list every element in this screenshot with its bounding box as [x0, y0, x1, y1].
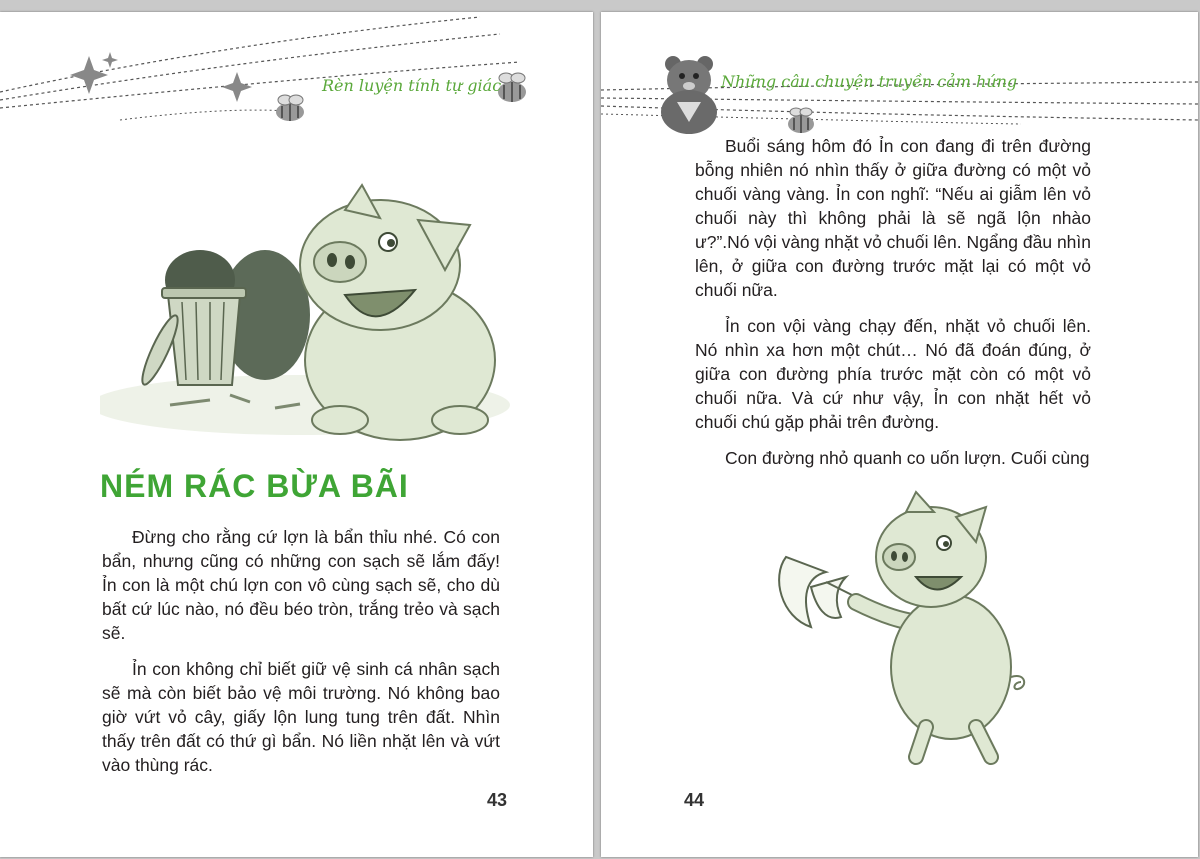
right-page: [601, 12, 1198, 857]
sparkle-icon: [222, 72, 252, 102]
header-decoration: [0, 12, 593, 142]
paragraph: Đừng cho rằng cứ lợn là bẩn thỉu nhé. Có con bẩn, nhưng cũng có những con sạch sẽ lắm đấy! Ỉn con là một chú lợn con vô cùng sạch sẽ, cho dù bất cứ lúc nào, nó đều béo tròn, trắng trẻo và sạch sẽ.: [102, 527, 500, 643]
bee-icon: [498, 73, 526, 102]
sparkle-icon: [102, 52, 118, 68]
paragraph: Ỉn con vội vàng chạy đến, nhặt vỏ chuối lên. Nó nhìn xa hơn một chút… Nó đã đoán đúng, ở giữa con đường phía trước mặt còn có một vỏ chuối nữa. Và cứ như vậy, Ỉn con nhặt hết vỏ chuối chú gặp phải trên đường.: [695, 316, 1091, 432]
bee-icon: [788, 108, 814, 133]
running-head: Rèn luyện tính tự giác: [322, 76, 502, 95]
body-text: [695, 134, 1091, 482]
sparkle-icon: [70, 56, 108, 94]
paragraph: Buổi sáng hôm đó Ỉn con đang đi trên đường bỗng nhiên nó nhìn thấy ở giữa đường có một vỏ chuối vàng vàng. Ỉn con nghĩ: “Nếu ai giẫm lên vỏ chuối này thì không phải là sẽ ngã lộn nhào ư?”.Nó vội vàng nhặt vỏ chuối lên. Ngẩng đầu nhìn lên, ở giữa con đường trước mặt lại có một vỏ chuối nữa.: [695, 136, 1092, 300]
paragraph: Ỉn con không chỉ biết giữ vệ sinh cá nhân sạch sẽ mà còn biết bảo vệ môi trường. Nó không bao giờ vứt vỏ cây, giấy lộn lung tung trên đất. Nhìn thấy trên đất có thứ gì bẩn. Nó liền nhặt lên và vứt vào thùng rác.: [102, 659, 500, 775]
left-page: [0, 12, 593, 857]
pig-trash-illustration: [100, 180, 520, 450]
bee-icon: [276, 95, 304, 121]
page-number: 44: [684, 790, 705, 810]
running-head: Những câu chuyện truyền cảm hứng: [721, 72, 1018, 91]
paragraph: Con đường nhỏ quanh co uốn lượn. Cuối cùng: [725, 448, 1090, 468]
page-number: 43: [487, 790, 508, 810]
pig-banana-illustration: [766, 477, 1046, 767]
chapter-title: NÉM RÁC BỪA BÃI: [100, 468, 409, 504]
bear-icon: [661, 56, 717, 134]
body-text: [102, 525, 500, 789]
